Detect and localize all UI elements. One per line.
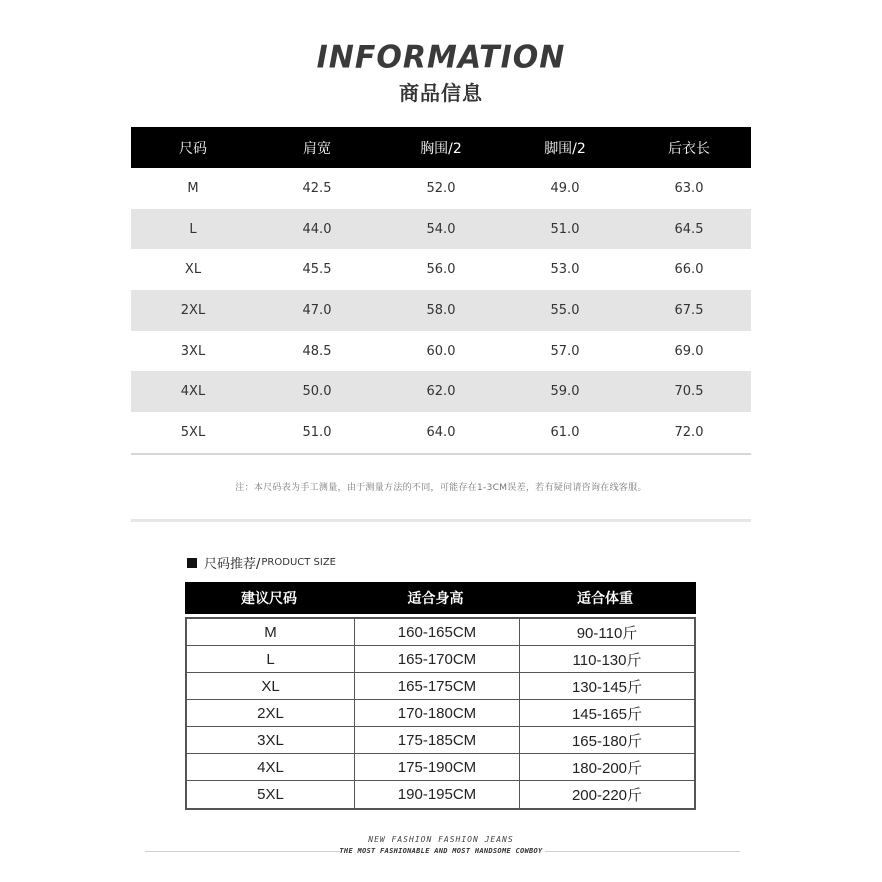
table-cell: 2XL [187,700,355,726]
section-divider [131,519,751,522]
table-cell: 61.0 [550,424,580,440]
table-cell: 165-175CM [355,673,520,699]
table-cell: 48.5 [302,343,332,359]
table-row [187,781,694,808]
table-cell: 90-110斤 [576,624,638,642]
table-cell: 64.0 [426,424,456,440]
table-cell: 130-145斤 [571,678,643,696]
table-row [187,754,694,781]
table-cell: L [187,646,355,672]
table-row [131,371,751,412]
column-header: 脚围/2 [544,140,586,157]
recommend-table-header [185,582,696,614]
table-cell: 56.0 [426,262,456,278]
measurement-note: 注：本尺码表为手工测量，由于测量方法的不同，可能存在1-3CM误差，若有疑问请咨询在线客服。 [235,483,647,493]
table-cell: 45.5 [302,262,332,278]
table-row [131,331,751,372]
table-cell: 2XL [180,302,206,318]
table-row [187,646,694,673]
table-cell: 165-170CM [355,646,520,672]
table-cell: 70.5 [674,384,704,400]
table-row [187,727,694,754]
table-cell: 4XL [187,754,355,780]
recommend-table [185,582,696,810]
table-row [131,290,751,331]
table-cell: 160-165CM [355,619,520,645]
table-cell: 59.0 [550,384,580,400]
table-cell: 170-180CM [355,700,520,726]
table-cell: 42.5 [302,180,332,196]
table-cell: 145-165斤 [571,705,643,723]
table-cell: 175-185CM [355,727,520,753]
table-row [187,700,694,727]
table-row [187,673,694,700]
table-row [131,209,751,250]
table-row [187,619,694,646]
table-cell: 64.5 [674,221,704,237]
table-cell: M [187,180,199,196]
square-bullet-icon [187,558,197,568]
column-header: 适合体重 [577,590,633,606]
table-divider [131,453,751,455]
table-cell: 52.0 [426,180,456,196]
table-cell: 63.0 [674,180,704,196]
recommend-title-en: PRODUCT SIZE [261,557,336,568]
table-row [131,412,751,453]
column-header: 胸围/2 [420,140,462,157]
table-cell: 55.0 [550,302,580,318]
size-table [131,127,751,455]
table-cell: 49.0 [550,180,580,196]
table-cell: 110-130斤 [572,651,642,669]
table-cell: 58.0 [426,302,456,318]
table-cell: 69.0 [674,343,704,359]
table-cell: 53.0 [550,262,580,278]
column-header: 尺码 [179,140,207,157]
table-cell: L [189,221,197,237]
table-cell: 51.0 [550,221,580,237]
table-cell: 72.0 [674,424,704,440]
recommend-title: 尺码推荐/ [204,557,261,572]
table-row [131,168,751,209]
table-cell: 66.0 [674,262,704,278]
title-en: INFORMATION [316,39,566,76]
table-cell: 5XL [180,424,206,440]
column-header: 建议尺码 [241,590,297,606]
column-header: 肩宽 [303,140,331,157]
table-cell: 44.0 [302,221,332,237]
column-header: 适合身高 [407,590,464,606]
table-cell: 54.0 [426,221,456,237]
table-row [131,249,751,290]
table-cell: XL [187,673,355,699]
footer-slogan: THE MOST FASHIONABLE AND MOST HANDSOME COWBOY [339,847,543,855]
table-cell: 4XL [180,384,206,400]
table-cell: 67.5 [674,302,704,318]
table-cell: 51.0 [302,424,332,440]
table-cell: 190-195CM [355,781,520,808]
table-cell: 3XL [180,343,206,359]
table-cell: 180-200斤 [571,759,643,777]
table-cell: 50.0 [302,384,332,400]
footer-tagline: NEW FASHION FASHION JEANS [368,835,514,844]
table-cell: 5XL [187,781,355,808]
table-cell: 200-220斤 [571,787,643,804]
column-header: 后衣长 [668,140,710,157]
size-table-header [131,127,751,168]
table-cell: 165-180斤 [571,732,643,750]
recommend-heading [187,553,336,572]
table-cell: 175-190CM [355,754,520,780]
table-cell: 57.0 [550,343,580,359]
table-cell: 3XL [187,727,355,753]
title-cn: 商品信息 [399,81,483,105]
table-cell: M [187,619,355,645]
recommend-table-body [185,617,696,810]
table-cell: XL [184,262,202,278]
table-cell: 47.0 [302,302,332,318]
table-cell: 60.0 [426,343,456,359]
table-cell: 62.0 [426,384,456,400]
